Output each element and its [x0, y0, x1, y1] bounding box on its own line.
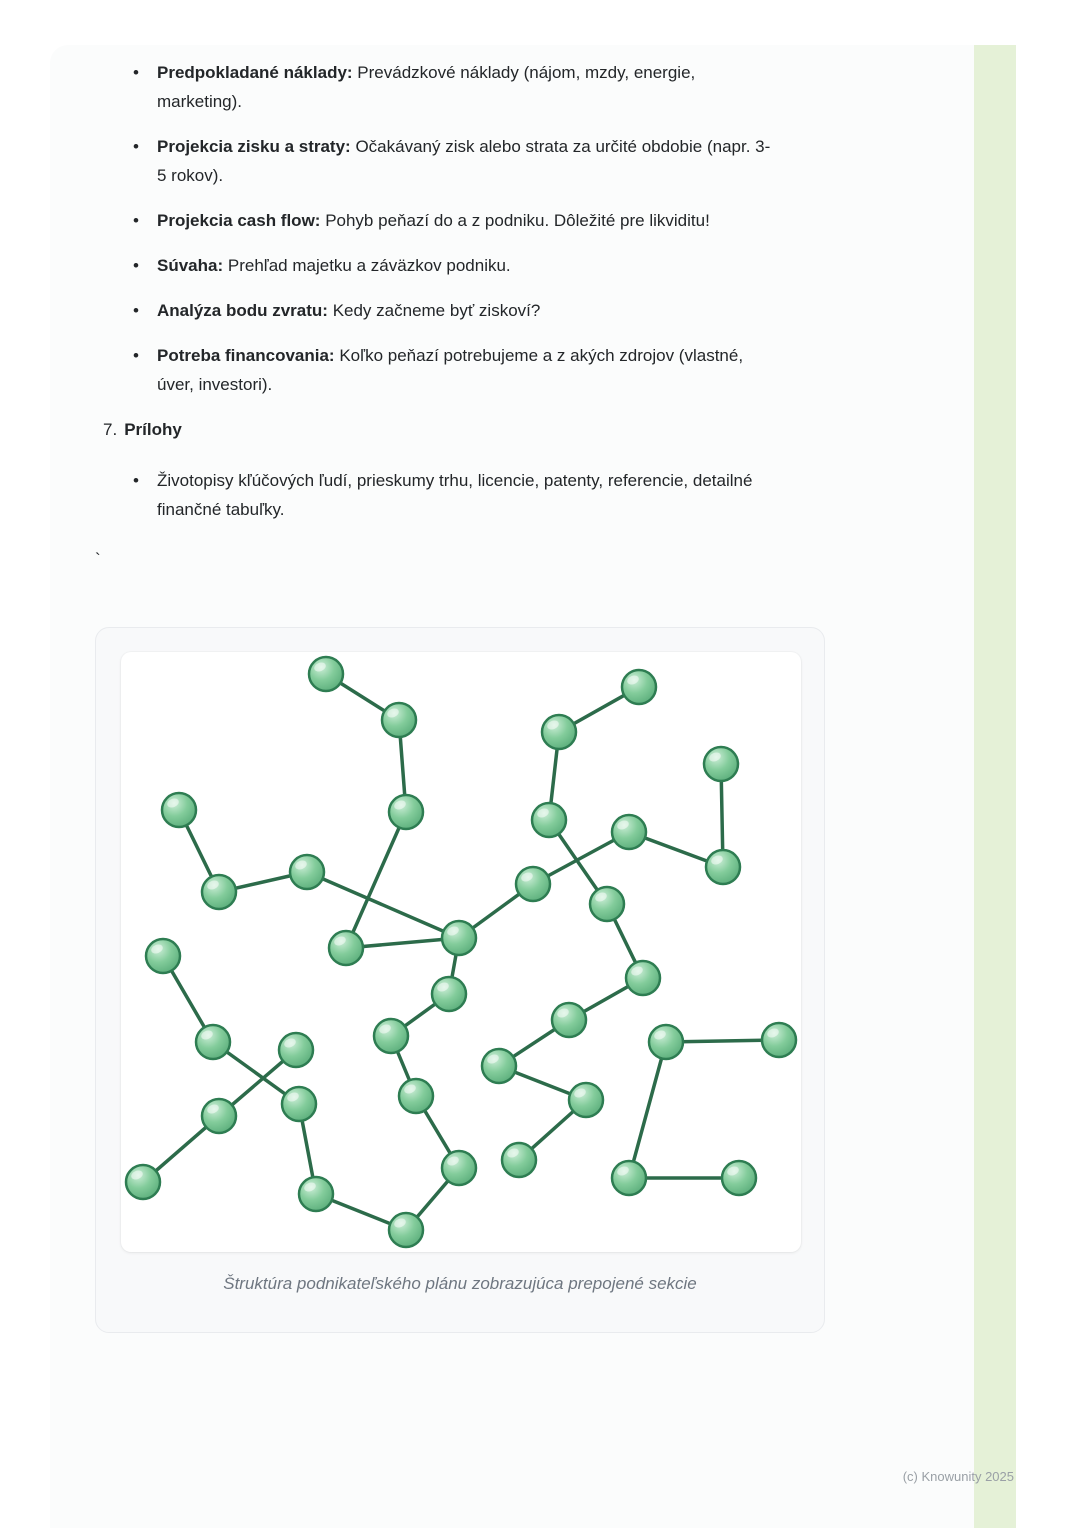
- list-item: [100, 206, 776, 235]
- item-text: Kedy začneme byť ziskoví?: [332, 301, 541, 320]
- diagram-nodes: [126, 657, 796, 1247]
- item-text: Životopisy kľúčových ľudí, prieskumy trhu, licencie, patenty, referencie, detailné finančné tabuľky.: [157, 471, 753, 519]
- item-label: Potreba financovania:: [157, 346, 340, 365]
- copyright: (c) Knowunity 2025: [902, 1469, 1014, 1484]
- item-text: Pohyb peňazí do a z podniku. Dôležité pre likviditu!: [325, 211, 710, 230]
- item-label: Projekcia zisku a straty:: [157, 137, 356, 156]
- sub-bullet-list: [100, 466, 776, 524]
- item-text: Očakávaný zisk alebo strata za určité obdobie (napr. 3-5 rokov).: [157, 137, 771, 185]
- stray-backtick: `: [95, 550, 101, 569]
- bullet-list: [100, 58, 776, 399]
- figure-caption: Štruktúra podnikateľského plánu zobrazujúca prepojené sekcie: [223, 1274, 697, 1293]
- numbered-heading-label: Prílohy: [124, 420, 182, 439]
- decorative-green-stripe: [974, 45, 1016, 1528]
- item-label: Projekcia cash flow:: [157, 211, 326, 230]
- list-item: [100, 251, 776, 280]
- network-diagram-svg: [121, 652, 801, 1252]
- list-item: [100, 58, 776, 116]
- item-text: Prevádzkové náklady (nájom, mzdy, energie, marketing).: [157, 63, 696, 111]
- item-label: Predpokladané náklady:: [157, 63, 358, 82]
- network-diagram: [121, 652, 801, 1252]
- numbered-heading: [100, 415, 840, 444]
- list-item: [100, 341, 776, 399]
- numbered-heading-number: 7.: [103, 420, 118, 439]
- list-item: [100, 132, 776, 190]
- item-text: Prehľad majetku a záväzkov podniku.: [227, 256, 511, 275]
- item-text: Koľko peňazí potrebujeme a z akých zdrojov (vlastné, úver, investori).: [157, 346, 744, 394]
- item-label: Súvaha:: [157, 256, 228, 275]
- item-label: Analýza bodu zvratu:: [157, 301, 333, 320]
- list-item: [100, 296, 776, 325]
- list-item: [100, 466, 776, 524]
- figure-card: [95, 627, 825, 1333]
